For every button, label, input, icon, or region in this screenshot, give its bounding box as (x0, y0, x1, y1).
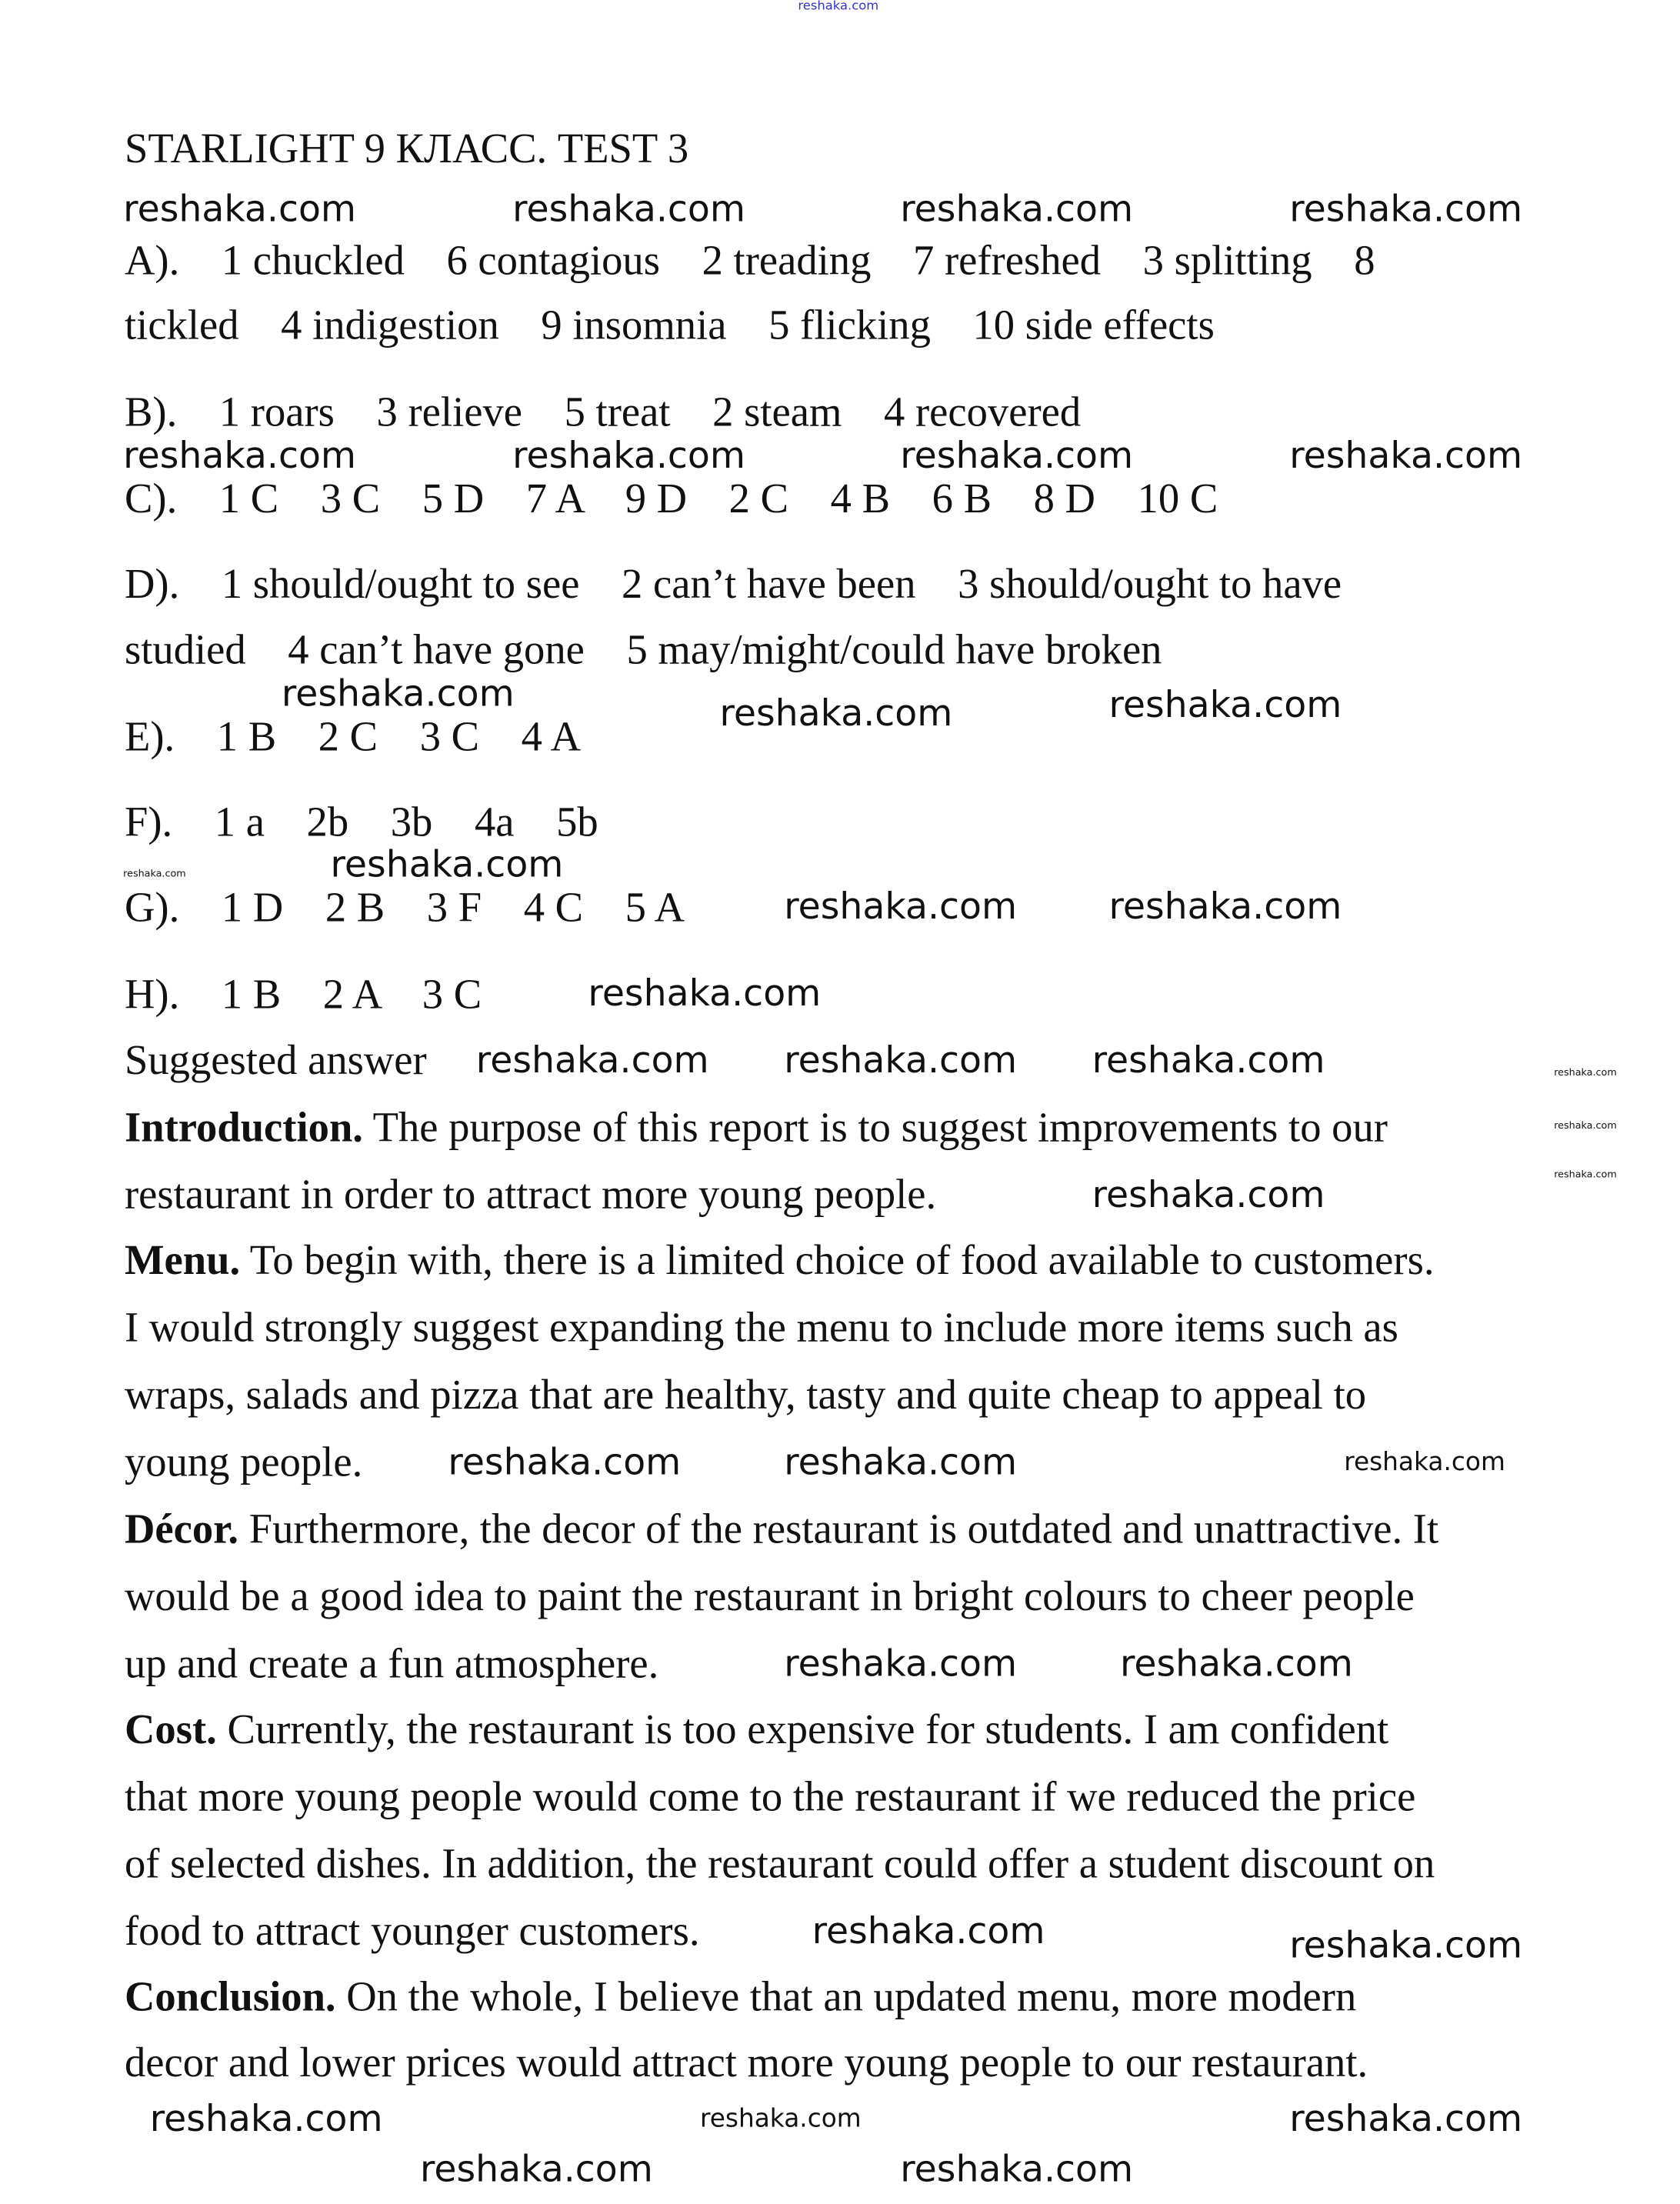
watermark: reshaka.com (812, 1911, 1045, 1953)
decor-text: Furthermore, the decor of the restaurant is outdated and unattractive. It (238, 1506, 1439, 1553)
answer-a-line2: tickled 4 indigestion 9 insomnia 5 flicking 10 side effects (124, 302, 1215, 349)
watermark: reshaka.com (784, 1442, 1018, 1485)
watermark: reshaka.com (512, 188, 745, 232)
decor-line3: up and create a fun atmosphere. (124, 1641, 659, 1688)
watermark: reshaka.com (475, 1040, 709, 1082)
watermark: reshaka.com (1289, 435, 1523, 478)
intro-line1 (124, 1104, 1388, 1152)
intro-text: The purpose of this report is to suggest improvements to our (362, 1104, 1388, 1152)
menu-text: To begin with, there is a limited choice of food available to customers. (240, 1237, 1435, 1284)
intro-line2: restaurant in order to attract more young people. (124, 1172, 937, 1219)
watermark: reshaka.com (123, 868, 186, 879)
watermark: reshaka.com (1120, 1643, 1353, 1686)
menu-heading: Menu. (124, 1237, 241, 1284)
watermark: reshaka.com (1092, 1174, 1325, 1217)
conclusion-heading: Conclusion. (124, 1974, 336, 2021)
answer-e: E). 1 B 2 C 3 C 4 A (124, 714, 582, 761)
watermark: reshaka.com (1108, 886, 1342, 929)
cost-text: Currently, the restaurant is too expensive for students. I am confident (216, 1706, 1389, 1753)
decor-line1 (124, 1506, 1439, 1553)
menu-line4: young people. (124, 1439, 363, 1486)
answer-d-line1: D). 1 should/ought to see 2 can’t have been 3 should/ought to have (124, 561, 1342, 608)
cost-line3: of selected dishes. In addition, the restaurant could offer a student discount on (124, 1841, 1435, 1888)
answer-a-line1: A). 1 chuckled 6 contagious 2 treading 7 refreshed 3 splitting 8 (124, 238, 1375, 285)
watermark: reshaka.com (1289, 2099, 1523, 2141)
watermark: reshaka.com (1554, 1120, 1617, 1132)
answer-g: G). 1 D 2 B 3 F 4 C 5 A (124, 885, 685, 932)
watermark: reshaka.com (448, 1442, 682, 1485)
watermark: reshaka.com (330, 844, 564, 887)
conclusion-line2: decor and lower prices would attract more young people to our restaurant. (124, 2039, 1368, 2086)
menu-line3: wraps, salads and pizza that are healthy, tasty and quite cheap to appeal to (124, 1372, 1367, 1419)
answer-f: F). 1 a 2b 3b 4a 5b (124, 799, 598, 846)
watermark: reshaka.com (1554, 1169, 1617, 1181)
decor-heading: Décor. (124, 1506, 239, 1553)
watermark: reshaka.com (900, 2149, 1134, 2192)
watermark: reshaka.com (123, 188, 357, 232)
menu-line1 (124, 1237, 1435, 1284)
conclusion-text: On the whole, I believe that an updated menu, more modern (335, 1974, 1357, 2021)
watermark: reshaka.com (784, 1040, 1018, 1082)
watermark: reshaka.com (784, 1643, 1018, 1686)
cost-heading: Cost. (124, 1706, 217, 1753)
conclusion-line1 (124, 1974, 1357, 2021)
watermark: reshaka.com (900, 188, 1134, 232)
suggested-answer-label: Suggested answer (124, 1037, 427, 1084)
answer-c: C). 1 C 3 C 5 D 7 A 9 D 2 C 4 B 6 B 8 D 10 C (124, 475, 1218, 522)
watermark: reshaka.com (784, 886, 1018, 929)
watermark: reshaka.com (719, 692, 953, 735)
watermark: reshaka.com (281, 673, 515, 716)
cost-line1 (124, 1706, 1389, 1753)
watermark: reshaka.com (900, 435, 1134, 478)
watermark: reshaka.com (588, 972, 822, 1015)
watermark: reshaka.com (1289, 1925, 1523, 1968)
watermark: reshaka.com (700, 2104, 862, 2134)
answer-d-line2: studied 4 can’t have gone 5 may/might/could have broken (124, 627, 1162, 674)
watermark: reshaka.com (512, 435, 745, 478)
watermark: reshaka.com (1344, 1447, 1505, 1478)
watermark: reshaka.com (1289, 188, 1523, 232)
menu-line2: I would strongly suggest expanding the menu to include more items such as (124, 1305, 1398, 1352)
watermark: reshaka.com (1108, 684, 1342, 727)
watermark: reshaka.com (1092, 1040, 1325, 1082)
top-watermark: reshaka.com (798, 0, 879, 15)
answer-h: H). 1 B 2 A 3 C (124, 972, 482, 1019)
watermark: reshaka.com (420, 2149, 653, 2192)
cost-line2: that more young people would come to the restaurant if we reduced the price (124, 1773, 1416, 1820)
watermark: reshaka.com (149, 2099, 383, 2141)
cost-line4: food to attract younger customers. (124, 1908, 700, 1955)
answer-b: B). 1 roars 3 relieve 5 treat 2 steam 4 recovered (124, 388, 1082, 436)
document-title: STARLIGHT 9 КЛАСС. TEST 3 (124, 125, 689, 172)
decor-line2: would be a good idea to paint the restaurant in bright colours to cheer people (124, 1573, 1415, 1620)
watermark: reshaka.com (1554, 1066, 1617, 1079)
watermark: reshaka.com (123, 435, 357, 478)
intro-heading: Introduction. (124, 1104, 363, 1152)
